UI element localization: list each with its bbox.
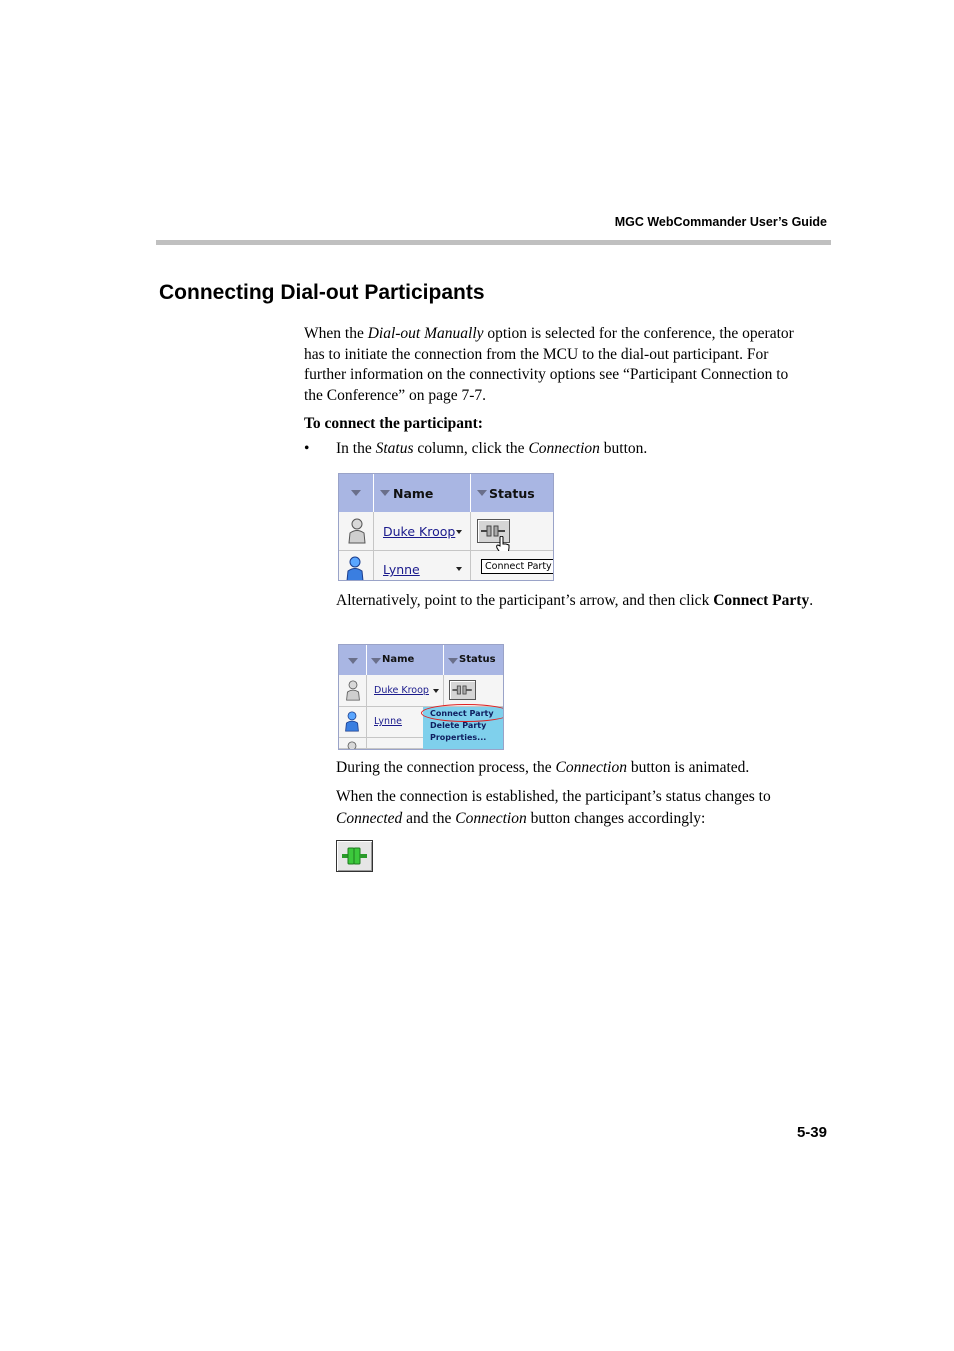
participant-name-link[interactable]: Lynne [383, 562, 420, 577]
participant-menu-arrow-icon[interactable] [433, 689, 439, 693]
participant-name-link[interactable]: Duke Kroop [374, 685, 429, 696]
intro-paragraph: When the Dial-out Manually option is selected for the conference, the operator has to initiate the connection from the MCU to the dial-out participant. For further information on the connectivity options see “Participant Connection to the Conference” on page 7-7. [304, 325, 794, 404]
screenshot-participant-menu [338, 644, 504, 750]
sort-arrow-icon [351, 490, 361, 496]
participant-icon-cell [339, 707, 367, 738]
running-head: MGC WebCommander User’s Guide [614, 215, 827, 229]
connected-button[interactable] [336, 840, 373, 872]
sort-arrow-icon [371, 658, 381, 664]
header-rule [156, 240, 831, 245]
animation-paragraph: During the connection process, the Connection button is animated. [336, 759, 750, 776]
menu-item-delete-party[interactable]: Delete Party [430, 721, 487, 730]
menu-item-connect-party[interactable]: Connect Party [430, 709, 494, 718]
name-cell [374, 512, 471, 551]
sort-arrow-icon [477, 490, 487, 496]
connected-paragraph: When the connection is established, the participant’s status changes to Connected and the Connection button changes accordingly: [336, 788, 771, 827]
column-header-status[interactable]: Status [471, 474, 553, 512]
status-cell [444, 675, 503, 707]
connection-button[interactable] [449, 680, 476, 700]
participant-menu-arrow-icon[interactable] [456, 567, 462, 571]
sort-arrow-icon [348, 658, 358, 664]
screenshot-participant-list [338, 473, 554, 581]
participant-menu-arrow-icon[interactable] [456, 530, 462, 534]
procedure-title: To connect the participant: [304, 415, 483, 432]
section-title: Connecting Dial-out Participants [159, 281, 485, 304]
status-cell [471, 512, 553, 551]
sort-arrow-icon [448, 658, 458, 664]
plug-disconnected-icon [450, 681, 475, 699]
status-cell [471, 551, 553, 581]
participant-icon-cell [339, 512, 374, 551]
column-header-icon[interactable] [339, 645, 367, 675]
column-header-name[interactable]: Name [374, 474, 471, 512]
highlight-oval [421, 704, 504, 722]
menu-item-properties[interactable]: Properties... [430, 733, 487, 742]
participant-icon-cell [339, 675, 367, 707]
alternative-paragraph: Alternatively, point to the participant’s arrow, and then click Connect Party. [336, 592, 814, 609]
participant-icon-cell [339, 551, 374, 581]
participant-grey-icon [347, 518, 367, 544]
connect-party-tooltip: Connect Party [481, 559, 554, 574]
participant-grey-icon [344, 741, 360, 750]
bullet-text: In the Status column, click the Connection button. [336, 440, 648, 457]
participant-icon-cell [339, 738, 367, 749]
column-header-icon[interactable] [339, 474, 374, 512]
name-cell [367, 675, 444, 707]
participant-name-link[interactable]: Lynne [374, 716, 402, 727]
name-cell [374, 551, 471, 581]
participant-blue-icon [345, 556, 365, 581]
participant-grey-icon [345, 680, 361, 701]
bullet-marker: • [304, 440, 310, 457]
plug-connected-icon [337, 841, 372, 871]
column-header-status[interactable]: Status [444, 645, 503, 675]
column-header-name[interactable]: Name [367, 645, 444, 675]
sort-arrow-icon [380, 490, 390, 496]
participant-blue-icon [344, 711, 360, 732]
participant-name-link[interactable]: Duke Kroop [383, 524, 456, 539]
page-number: 5-39 [796, 1124, 827, 1141]
